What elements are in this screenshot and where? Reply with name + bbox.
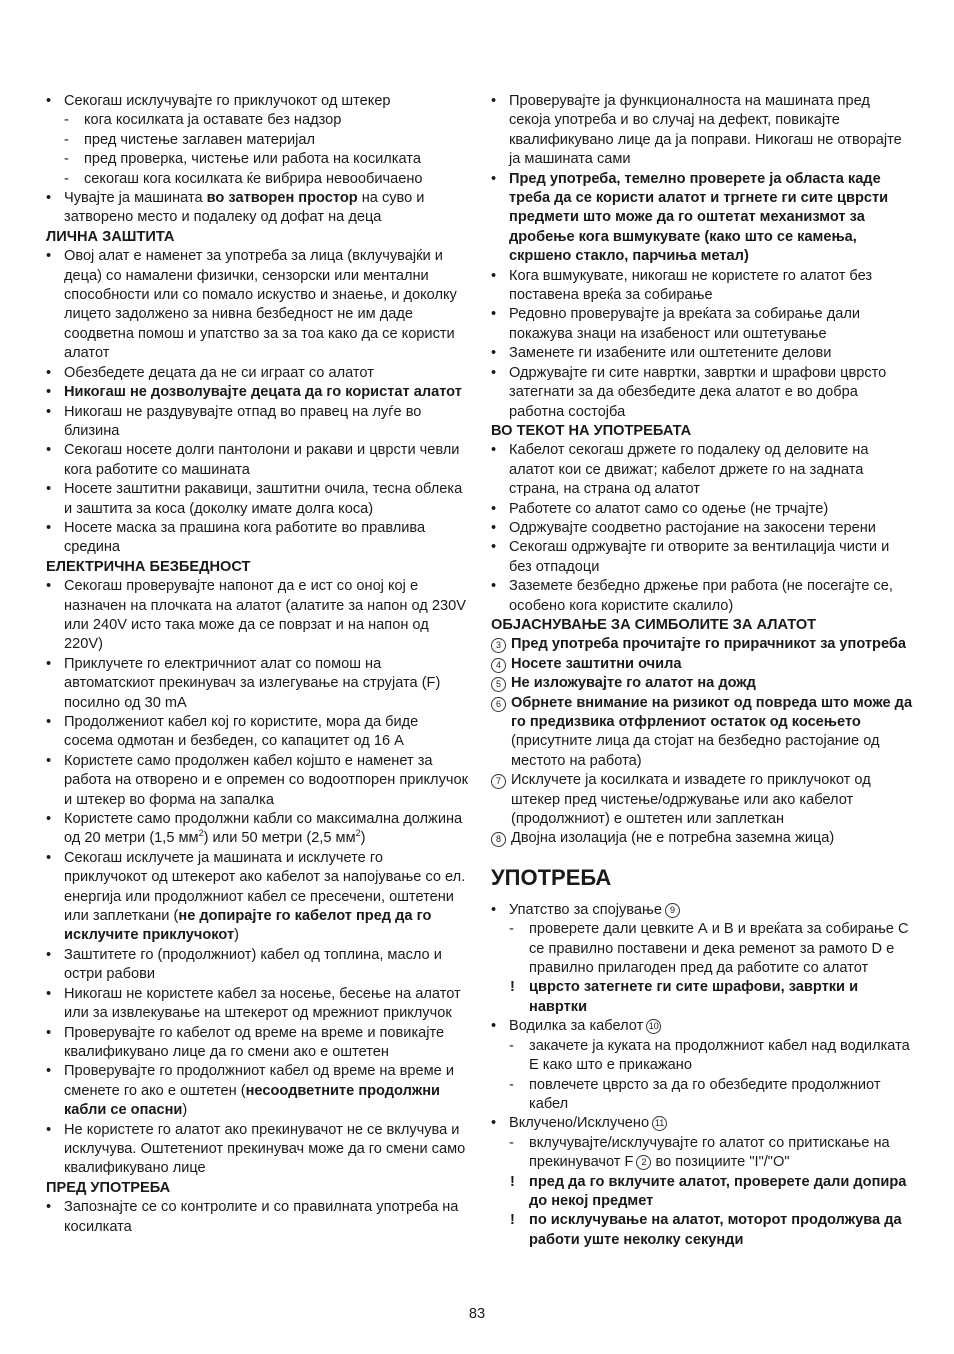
list-item: • Никогаш не раздувувајте отпад во правец на луѓе во близина	[46, 403, 470, 442]
list-item: • Не користете го алатот ако прекинувачот не се вклучува и исклучува. Оштетениот прекинувач може да го смени само квалификувано лице	[46, 1121, 470, 1179]
list-item: • Заземете безбедно држење при работа (не посегајте се, особено кога користите скалило)	[491, 577, 913, 616]
circled-number: 7	[491, 774, 506, 789]
list-item: • Пред употреба, темелно проверете ја областа каде треба да се користи алатот и тргнете ги сите цврсти предмети што може да го оштетат механизмот за дробење кога вшмукувате (како што се камења, скршено стакло, парчиња метал)	[491, 170, 913, 267]
sub-item: - закачете ја куката на продолжниот кабел над водилката E како што е прикажано	[491, 1037, 913, 1076]
circled-number: 10	[646, 1019, 661, 1034]
circled-number: 3	[491, 638, 506, 653]
warning-item: ! цврсто затегнете ги сите шрафови, завртки и навртки	[491, 978, 913, 1017]
sub-item: - пред проверка, чистење или работа на косилката	[46, 150, 470, 169]
list-item: • Користете само продолжен кабел којшто е наменет за работа на отворено и е опремен со водоотпорен приклучок и штекер во форма на запалка	[46, 752, 470, 810]
list-item: • Секогаш одржувајте ги отворите за вентилација чисти и без отпадоци	[491, 538, 913, 577]
list-item: • Кога вшмукувате, никогаш не користете го алатот без поставена вреќа за собирање	[491, 267, 913, 306]
list-item: • Проверувајте го продолжниот кабел од време на време и сменете го ако е оштетен (несоодветните продолжни кабли се опасни)	[46, 1062, 470, 1120]
section-title-usage: УПОТРЕБА	[491, 864, 612, 890]
list-item: • Вклучено/Исклучено 11	[491, 1114, 913, 1133]
list-item: • Упатство за спојување 9	[491, 901, 913, 920]
list-item: • Работете со алатот само со одење (не трчајте)	[491, 500, 913, 519]
list-item: • Продолжениот кабел кој го користите, мора да биде сосема одмотан и безбеден, со капацитет од 16 A	[46, 713, 470, 752]
list-item: • Секогаш исклучете ја машината и исклучете го приклучокот од штекерот ако кабелот за напојување со ел. енергија или продолжниот кабел се пресечени, оштетени или заплеткани (не допирајте го кабелот пред да го исклучите приклучокот)	[46, 849, 470, 946]
list-item: • Проверувајте го кабелот од време на време и повикајте квалификувано лице да го смени ако е оштетен	[46, 1024, 470, 1063]
list-item: • Секогаш носете долги пантолони и ракави и цврсти чевли кога работите со машината	[46, 441, 470, 480]
list-item: • Овој алат е наменет за употреба за лица (вклучувајќи и деца) со намалени физички, сензорски или ментални способности или со помало искуство и знаење, и доколку лицето задолжено за нивна безбедност не им даде соодветна помош и упатство за за тоа како да се користи алатот	[46, 247, 470, 363]
list-item: • Чувајте ја машината во затворен простор на суво и затворено место и подалеку од дофат на деца	[46, 189, 470, 228]
list-item: • Одржувајте соодветно растојание на закосени терени	[491, 519, 913, 538]
left-column	[46, 92, 470, 1237]
section-heading-before-use: ПРЕД УПОТРЕБА	[46, 1179, 171, 1196]
symbol-item: 7 Исклучете ја косилката и извадете го приклучокот од штекер пред чистење/одржување или ако кабелот (продолжниот) е оштетен или заплеткан	[491, 771, 913, 829]
list-item: • Користете само продолжни кабли со максимална должина од 20 метри (1,5 $мм^2$) или 50 метри (2,5 $мм^2$)	[46, 810, 470, 849]
section-heading-personal: ЛИЧНА ЗАШТИТА	[46, 228, 175, 245]
list-item: • Носете маска за прашина кога работите во правлива средина	[46, 519, 470, 558]
list-item: • Запознајте се со контролите и со правилната употреба на косилката	[46, 1198, 470, 1237]
list-item: • Одржувајте ги сите навртки, завртки и шрафови цврсто затегнати за да обезбедите дека алатот е во добра работна состојба	[491, 364, 913, 422]
circled-number: 11	[652, 1116, 667, 1131]
list-item: • Проверувајте ја функционалноста на машината пред секоја употреба и во случај на дефект, повикајте квалификувано лице да ја поправи. Никогаш не отворајте ја машината сами	[491, 92, 913, 170]
circled-number: 9	[665, 903, 680, 918]
circled-number: 6	[491, 697, 506, 712]
symbol-item: 4 Носете заштитни очила	[491, 655, 913, 674]
sub-item: - повлечете цврсто за да го обезбедите продолжниот кабел	[491, 1076, 913, 1115]
list-item: • Заменете ги изабените или оштетените делови	[491, 344, 913, 363]
symbol-item: 5 Не изложувајте го алатот на дожд	[491, 674, 913, 693]
circled-number: 4	[491, 658, 506, 673]
list-item: • Никогаш не дозволувајте децата да го користат алатот	[46, 383, 470, 402]
section-heading-symbols: ОБЈАСНУВАЊЕ ЗА СИМБОЛИТЕ ЗА АЛАТОТ	[491, 616, 817, 633]
list-item: • Обезбедете децата да не си играат со алатот	[46, 364, 470, 383]
circled-number: 2	[636, 1155, 651, 1170]
list-item: • Заштитете го (продолжниот) кабел од топлина, масло и остри рабови	[46, 946, 470, 985]
list-item: • Приклучете го електричниот алат со помош на автоматскиот прекинувач за излегување на струјата (F) посилно од 30 mA	[46, 655, 470, 713]
section-heading-electric: ЕЛЕКТРИЧНА БЕЗБЕДНОСТ	[46, 558, 251, 575]
right-column	[491, 92, 913, 1250]
circled-number: 8	[491, 832, 506, 847]
list-item: • Водилка за кабелот 10	[491, 1017, 913, 1036]
symbol-item: 3 Пред употреба прочитајте го прирачникот за употреба	[491, 635, 913, 654]
sub-item: - кога косилката ја оставате без надзор	[46, 111, 470, 130]
list-item: • Кабелот секогаш држете го подалеку од деловите на алатот кои се движат; кабелот држете го на задната страна, на страна од алатот	[491, 441, 913, 499]
page-number: 83	[468, 1306, 486, 1322]
sub-item: - проверете дали цевките А и B и вреќата за собирање C се правилно поставени и дека ременот за рамото D е правилно прилагоден пред да работите со алатот	[491, 920, 913, 978]
list-item: • Редовно проверувајте ја вреќата за собирање дали покажува знаци на изабеност или оштетување	[491, 305, 913, 344]
sub-item: - секогаш кога косилката ќе вибрира невообичаено	[46, 170, 470, 189]
sub-item: - вклучувајте/исклучувајте го алатот со притискање на прекинувачот F 2 во позициите "I"/"O"	[491, 1134, 913, 1173]
warning-item: ! по исклучување на алатот, моторот продолжува да работи уште неколку секунди	[491, 1211, 913, 1250]
symbol-item: 6 Обрнете внимание на ризикот од повреда што може да го предизвика отфрлениот остаток од косењето (присутните лица да стојат на безбедно растојание од местото на работа)	[491, 694, 913, 772]
list-item: • Секогаш проверувајте напонот да е ист со оној кој е назначен на плочката на алатот (алатите за напон од 230V или 240V исто така може да се поврзат и на напон од 220V)	[46, 577, 470, 655]
section-heading-during-use: ВО ТЕКОТ НА УПОТРЕБАТА	[491, 422, 692, 439]
sub-item: - пред чистење заглавен материјал	[46, 131, 470, 150]
warning-item: ! пред да го вклучите алатот, проверете дали допира до некој предмет	[491, 1173, 913, 1212]
list-item: • Носете заштитни ракавици, заштитни очила, тесна облека и заштита за коса (доколку имате долга коса)	[46, 480, 470, 519]
symbol-item: 8 Двојна изолација (не е потребна заземна жица)	[491, 829, 913, 848]
list-item: • Секогаш исклучувајте го приклучокот од штекер	[46, 92, 470, 111]
list-item: • Никогаш не користете кабел за носење, бесење на алатот или за извлекување на штекерот од мрежниот приклучок	[46, 985, 470, 1024]
circled-number: 5	[491, 677, 506, 692]
